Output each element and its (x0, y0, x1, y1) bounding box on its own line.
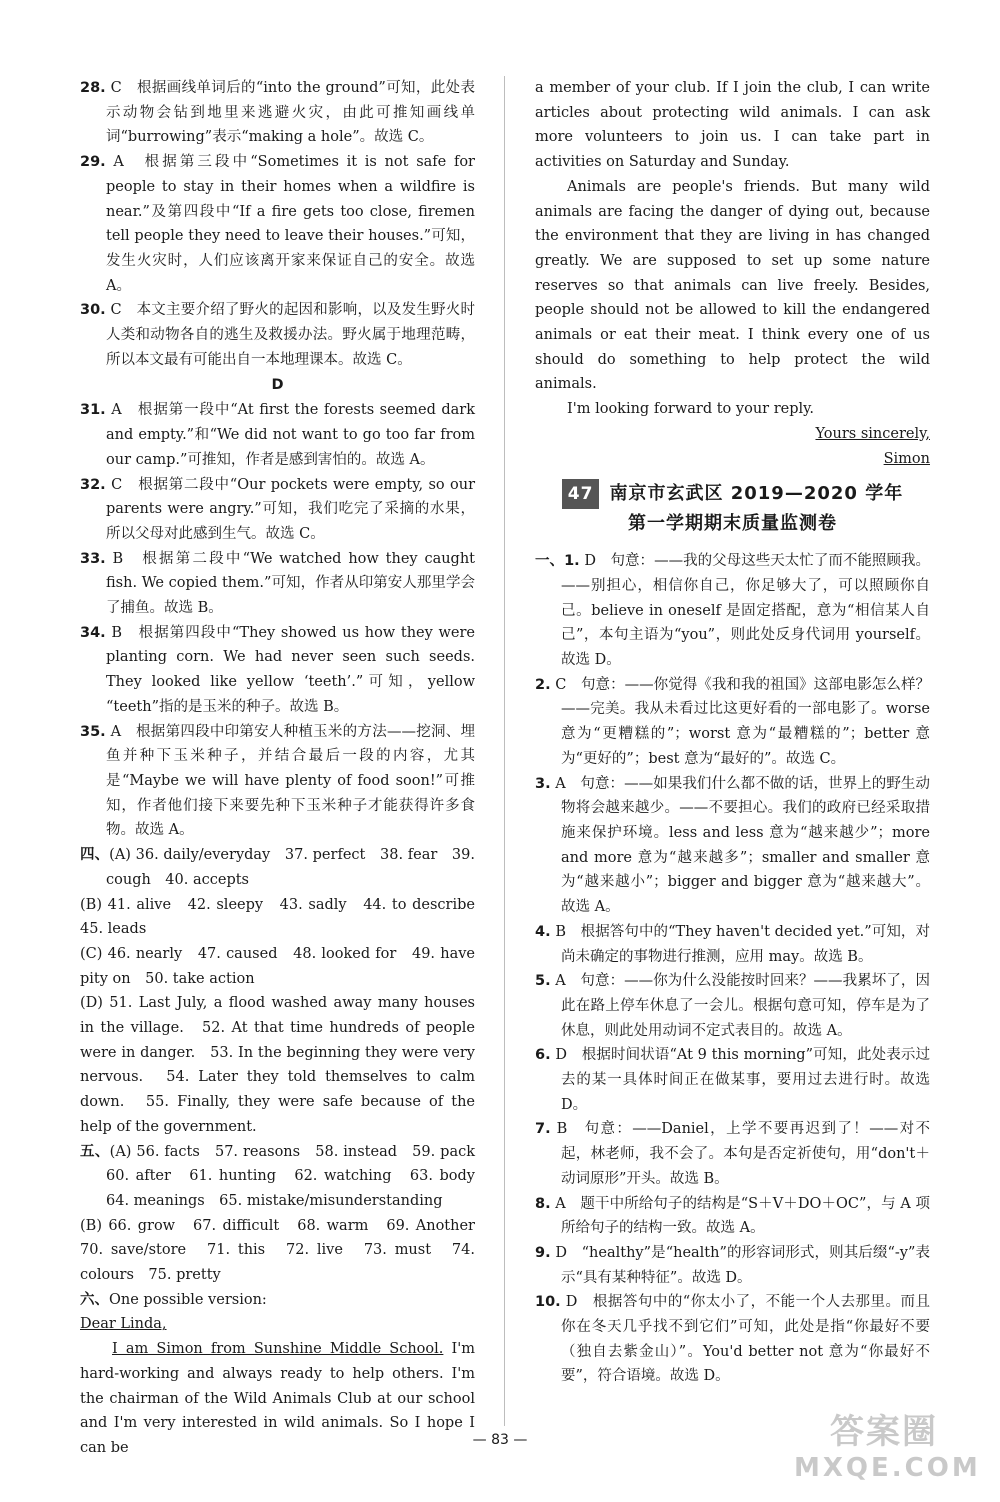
essay-paragraph-2: Animals are people's friends. But many wild animals are facing the danger of dying out, because the environment that they are living in has changed greatly. We are supposed to set up some nature reserves so that animals can live freely. Besides, people should not be allowed to kill the endangered animals or eat their meat. I think every one of us should do something to help protect the wild animals. (535, 178, 930, 393)
answer-r8: 8. A 题干中所给句子的结构是“S＋V＋DO＋OC”，与 A 项所给句子的结构一致。故选 A。 (535, 1195, 930, 1237)
watermark-logo: 答案圈 MXQE.COM (794, 1412, 981, 1483)
answer-r4: 4. B 根据答句中的“They haven't decided yet.”可知，对尚未确定的事物进行推测，应用 may。故选 B。 (535, 923, 931, 965)
title-line-1: 南京市玄武区 2019—2020 学年 (609, 483, 904, 505)
essay-signature: Simon (883, 450, 930, 467)
answer-35: 35. A 根据第四段中印第安人种植玉米的方法——挖洞、埋鱼并种下玉米种子，并结合最后一段的内容，尤其是“Maybe we will have plenty of food soon!”可推知，作者他们接下来要先种下玉米种子才能获得许多食物。故选 A。 (80, 723, 475, 839)
answer-34: 34. B 根据第四段中“They showed us how they were planting corn. We had never seen such seeds. They looked like yellow ‘teeth’.”可知，yellow “teeth”指的是玉米的种子。故选 B。 (80, 624, 475, 715)
essay-paragraph-1-cont: a member of your club. If I join the club, I can write articles about protecting wild animals. I can ask more volunteers to join us. I can take part in activities on Saturday and Sunday. (535, 80, 930, 171)
right-column (535, 76, 930, 1389)
essay-continued (535, 76, 930, 471)
section-5-a: 五、(A) 56. facts 57. reasons 58. instead 59. pack 60. after 61. hunting 62. watching 63. body 64. meanings 65. mistake/misunderstanding (80, 1142, 490, 1209)
section-4-b: (B) 41. alive 42. sleepy 43. sadly 44. to describe 45. leads (80, 896, 490, 938)
answer-r3: 3. A 句意：——如果我们什么都不做的话，世界上的野生动物将会越来越少。——不要担心。我们的政府已经采取措施来保护环境。less and less 意为“越来越少”；more and more 意为“越来越多”；smaller and smaller 意为“越来越小”；bigger and bigger 意为“越来越大”。故选 A。 (535, 775, 930, 916)
page-number: — 83 — (472, 1432, 528, 1448)
essay-paragraph-1: I am Simon from Sunshine Middle School. I'm hard-working and always ready to help others. I'm the chairman of the Wild Animals Club at our school and I'm very interested in wild animals. So I hope I can be (80, 1341, 475, 1456)
essay-closing: Yours sincerely, (815, 425, 930, 442)
essay-paragraph-3: I'm looking forward to your reply. (567, 401, 815, 418)
answer-r1: 一、1. D 句意：——我的父母这些天太忙了而不能照顾我。——别担心，相信你自己，你足够大了，可以照顾你自己。believe in oneself 是固定搭配，意为“相信某人自己”，本句主语为“you”，则此处反身代词用 yourself。故选 D。 (535, 552, 931, 669)
section-6-intro: 六、One possible version: (80, 1290, 267, 1308)
answer-29: 29. A 根据第三段中“Sometimes it is not safe for people to stay in their homes when a wildfire is near.”及第四段中“If a fire gets too close, firemen tell people they need to leave their houses.”可知，发生火灾时，人们应该离开家来保证自己的安全。故选 A。 (80, 154, 475, 294)
answer-32: 32. C 根据第二段中“Our pockets were empty, so our parents were angry.”可知，我们吃完了采摘的水果，所以父母对此感到生气。故选 C。 (80, 476, 476, 542)
answer-33: 33. B 根据第二段中“We watched how they caught fish. We copied them.”可知，作者从印第安人那里学会了捕鱼。故选 B。 (80, 550, 475, 617)
answer-28: 28. C 根据画线单词后的“into the ground”可知，此处表示动物会钻到地里来逃避火灾，由此可推知画线单词“burrowing”表示“making a hole”。故选 C。 (80, 80, 476, 146)
section-4-c: (C) 46. nearly 47. caused 48. looked for 49. have pity on 50. take action (80, 945, 475, 987)
answer-30: 30. C 本文主要介绍了野火的起因和影响，以及发生野火时人类和动物各自的逃生及救援办法。野火属于地理范畴，所以本文最有可能出自一本地理课本。故选 C。 (80, 302, 476, 368)
answer-31: 31. A 根据第一段中“At first the forests seemed dark and empty.”和“We did not want to go too far from our camp.”可推知，作者是感到害怕的。故选 A。 (80, 402, 475, 468)
left-column (80, 76, 490, 1461)
section-5-b: (B) 66. grow 67. difficult 68. warm 69. Another 70. save/store 71. this 72. live 73. must 74. colours 75. pretty (80, 1217, 490, 1284)
answer-r10: 10. D 根据答句中的“你太小了，不能一个人去那里。而且你在冬天几乎找不到它们”可知，此处是指“你最好不要（独自去紫金山）”。You'd better not 意为“你最好不要”，符合语境。故选 D。 (535, 1294, 931, 1385)
section-4-d: (D) 51. Last July, a flood washed away many houses in the village. 52. At that time hundreds of people were in danger. 53. In the beginning they were very nervous. 54. Later they told themselves to calm down. 55. Finally, they were safe because of the help of the government. (80, 995, 475, 1135)
answer-r7: 7. B 句意：——Daniel，上学不要再迟到了！——对不起，林老师，我不会了。本句是否定祈使句，用“don't＋动词原形”开头。故选 B。 (535, 1121, 930, 1187)
test-number-badge: 47 (562, 479, 600, 509)
answer-r9: 9. D “healthy”是“health”的形容词形式，则其后缀“-y”表示“具有某种特征”。故选 D。 (535, 1244, 930, 1286)
test-title (535, 479, 930, 539)
answer-r5: 5. A 句意：——你为什么没能按时回来？——我累坏了，因此在路上停车休息了一会儿。根据句意可知，停车是为了休息，则此处用动词不定式表目的。故选 A。 (535, 973, 930, 1039)
essay-greeting: Dear Linda, (80, 1316, 167, 1333)
section-d-heading: D (271, 377, 284, 394)
title-line-2: 第一学期期末质量监测卷 (628, 513, 837, 535)
answer-r6: 6. D 根据时间状语“At 9 this morning”可知，此处表示过去的某一具体时间正在做某事，要用过去进行时。故选 D。 (535, 1047, 930, 1113)
column-divider (504, 76, 505, 1426)
answer-r2: 2. C 句意：——你觉得《我和我的祖国》这部电影怎么样？——完美。我从未看过比这更好看的一部电影了。worse 意为“更糟糕的”；worst 意为“最糟糕的”；better 意为“更好的”；best 意为“最好的”。故选 C。 (535, 676, 931, 767)
section-4-a: 四、(A) 36. daily/everyday 37. perfect 38. fear 39. cough 40. accepts (80, 846, 475, 888)
